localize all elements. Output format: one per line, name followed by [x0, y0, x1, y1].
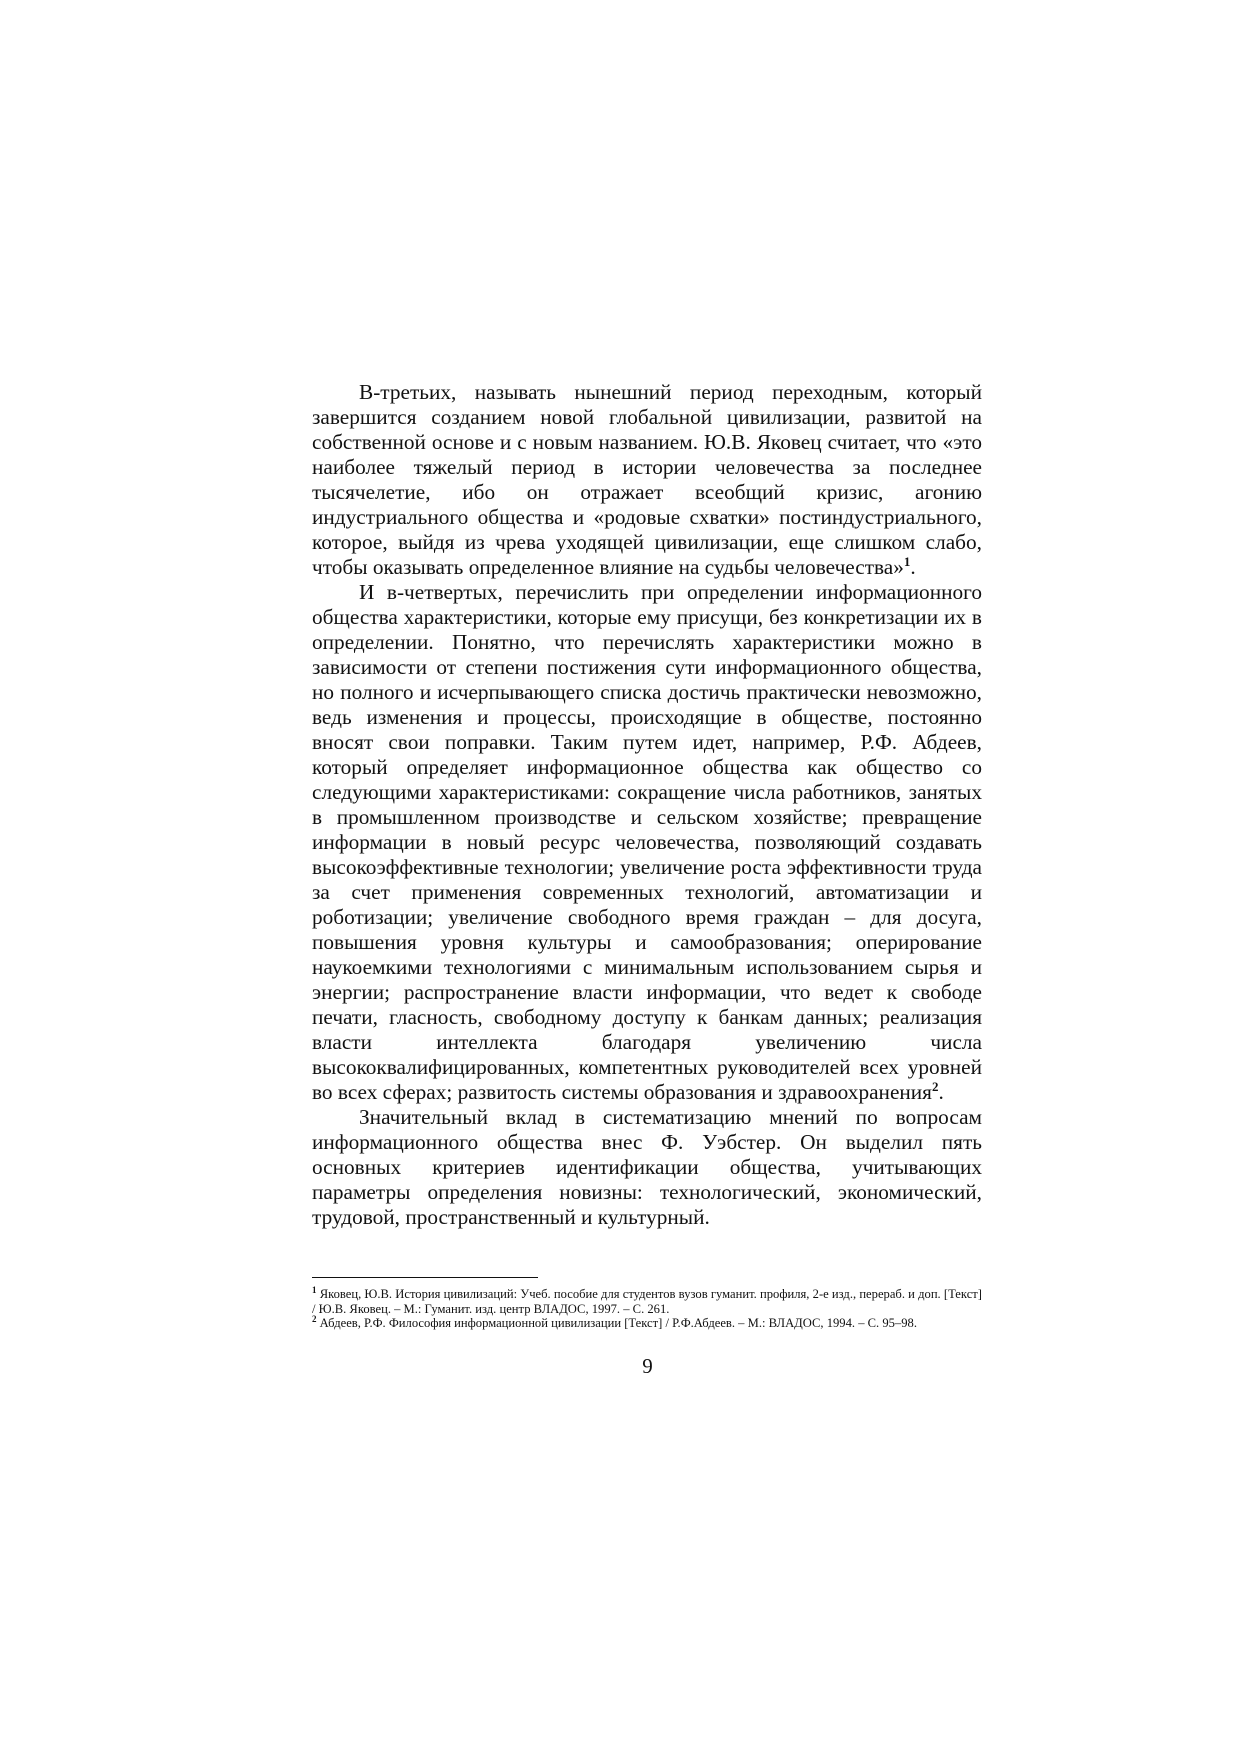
footnote-2-marker: 2 [312, 1313, 317, 1324]
page-number: 9 [642, 1354, 653, 1378]
paragraph-1 [312, 380, 982, 580]
paragraph-1-tail: . [910, 555, 916, 579]
footnote-1-marker: 1 [312, 1284, 317, 1295]
footnotes [312, 1284, 982, 1331]
paragraph-2 [312, 580, 982, 1105]
footnote-separator [312, 1277, 538, 1278]
paragraph-3-text: Значительный вклад в систематизацию мнений по вопросам информационного общества внес Ф. Уэбстер. Он выделил пять основных критериев идентификации общества, учитывающих параметры определения новизны: технологический, экономический, трудовой, пространственный и культурный. [312, 1105, 982, 1229]
footnote-2 [312, 1313, 982, 1331]
main-text [312, 380, 982, 1230]
footnote-1-text: Яковец, Ю.В. История цивилизаций: Учеб. пособие для студентов вузов гуманит. профиля, 2-е изд., перераб. и доп. [Текст] / Ю.В. Яковец. – М.: Гуманит. изд. центр ВЛАДОС, 1997. – С. 261. [312, 1287, 982, 1316]
footnote-2-text: Абдеев, Р.Ф. Философия информационной цивилизации [Текст] / Р.Ф.Абдеев. – М.: ВЛАДОС, 1994. – С. 95–98. [316, 1316, 917, 1330]
paragraph-3 [312, 1105, 982, 1230]
paragraph-2-tail: . [938, 1080, 944, 1104]
footnote-ref-1[interactable]: 1 [903, 553, 911, 569]
paragraph-1-text: В-третьих, называть нынешний период переходным, который завершится созданием новой глобальной цивилизации, развитой на собственной основе и с новым названием. Ю.В. Яковец считает, что «это наиболее тяжелый период в истории человечества за последнее тысячелетие, ибо он отражает всеобщий кризис, агонию индустриального общества и «родовые схватки» постиндустриального, которое, выйдя из чрева уходящей цивилизации, еще слишком слабо, чтобы оказывать определенное влияние на судьбы человечества» [312, 380, 982, 579]
paragraph-2-text: И в-четвертых, перечислить при определении информационного общества характеристики, которые ему присущи, без конкретизации их в определении. Понятно, что перечислять характеристики можно в зависимости от степени постижения сути информационного общества, но полного и исчерпывающего списка достичь практически невозможно, ведь изменения и процессы, происходящие в обществе, постоянно вносят свои поправки. Таким путем идет, например, Р.Ф. Абдеев, который определяет информационное общества как общество со следующими характеристиками: сокращение числа работников, занятых в промышленном производстве и сельском хозяйстве; превращение информации в новый ресурс человечества, позволяющий создавать высокоэффективные технологии; увеличение роста эффективности труда за счет применения современных технологий, автоматизации и роботизации; увеличение свободного время граждан – для досуга, повышения уровня культуры и самообразования; оперирование наукоемкими технологиями с минимальным использованием сырья и энергии; распространение власти информации, что ведет к свободе печати, гласность, свободному доступу к банкам данных; реализация власти интеллекта благодаря увеличению числа высококвалифицированных, компетентных руководителей всех уровней во всех сферах; развитость системы образования и здравоохранения [312, 580, 982, 1104]
footnote-1 [312, 1284, 982, 1316]
footnote-ref-2[interactable]: 2 [931, 1078, 939, 1094]
